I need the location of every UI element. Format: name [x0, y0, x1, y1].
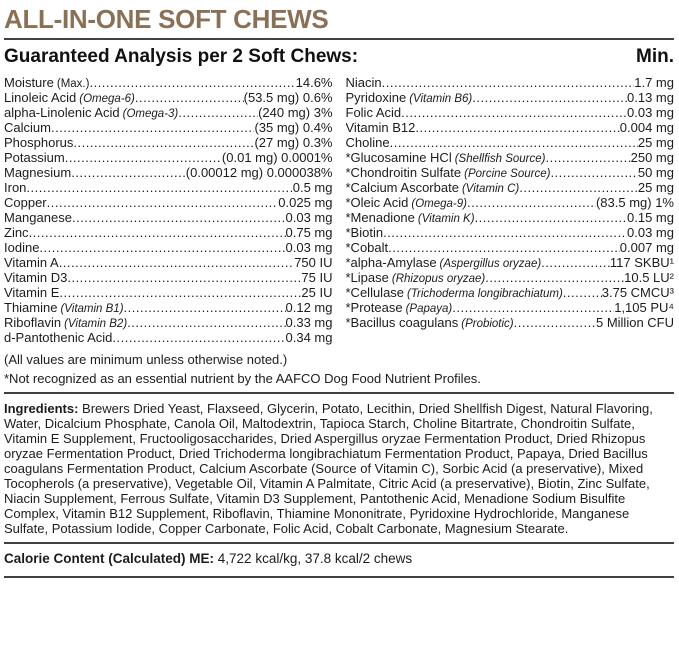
dot-leader	[541, 255, 610, 270]
nutrient-value: 25 mg	[637, 180, 674, 195]
dot-leader	[401, 105, 627, 120]
nutrient-value: (0.00012 mg) 0.000038%	[185, 165, 333, 180]
dot-leader	[124, 300, 286, 315]
analysis-row	[346, 135, 675, 150]
nutrient-value: 0.025 mg	[278, 195, 333, 210]
nutrient-name: Folic Acid	[345, 105, 402, 120]
analysis-row	[4, 240, 333, 255]
dot-leader	[73, 135, 254, 150]
dot-leader	[388, 240, 620, 255]
analysis-row	[4, 180, 333, 195]
nutrient-value: 0.007 mg	[619, 240, 674, 255]
dot-leader	[127, 315, 285, 330]
nutrient-name: *Cellulase	[345, 285, 405, 300]
nutrient-name: Calcium	[4, 120, 51, 135]
analysis-row	[4, 330, 333, 345]
dot-leader	[67, 270, 301, 285]
nutrient-qualifier: (Max.)	[56, 78, 90, 90]
nutrient-value: 0.03 mg	[285, 210, 333, 225]
analysis-row	[346, 90, 675, 105]
dot-leader	[59, 285, 301, 300]
nutrient-value: 0.34 mg	[285, 330, 333, 345]
analysis-row	[346, 105, 675, 120]
dot-leader	[467, 195, 596, 210]
analysis-row	[4, 120, 333, 135]
analysis-row	[346, 180, 675, 195]
dot-leader	[71, 165, 186, 180]
nutrient-value: 14.6%	[295, 75, 333, 90]
nutrient-name: Copper	[4, 195, 47, 210]
nutrient-value: 750 IU	[294, 255, 333, 270]
dot-leader	[29, 225, 286, 240]
analysis-row	[4, 285, 333, 300]
analysis-row	[4, 135, 333, 150]
nutrient-name: *Bacillus coagulans	[345, 315, 459, 330]
nutrient-qualifier: (Aspergillus oryzae)	[439, 258, 542, 270]
dot-leader	[59, 255, 295, 270]
ingredients-paragraph	[4, 401, 674, 536]
analysis-row	[4, 90, 333, 105]
analysis-row	[4, 195, 333, 210]
nutrient-value: (35 mg) 0.4%	[254, 120, 333, 135]
section-divider	[4, 542, 674, 544]
dot-leader	[452, 300, 614, 315]
dot-leader	[135, 90, 244, 105]
analysis-row	[346, 195, 675, 210]
dot-leader	[563, 285, 602, 300]
nutrient-value: 0.03 mg	[285, 240, 333, 255]
analysis-row	[4, 210, 333, 225]
nutrient-value: 117 SKBU¹	[609, 255, 674, 270]
nutrient-value: 0.15 mg	[627, 210, 674, 225]
nutrient-name: Iodine	[4, 240, 40, 255]
analysis-row	[4, 225, 333, 240]
dot-leader	[112, 330, 285, 345]
note-aafco: *Not recognized as an essential nutrient by the AAFCO Dog Food Nutrient Profiles.	[4, 371, 481, 386]
dot-leader	[383, 225, 627, 240]
nutrient-qualifier: (Vitamin C)	[461, 183, 520, 195]
nutrient-qualifier: (Papaya)	[405, 303, 453, 315]
nutrient-qualifier: (Vitamin B1)	[60, 303, 124, 315]
nutrient-name: Linoleic Acid	[4, 90, 77, 105]
guaranteed-analysis-table	[4, 75, 674, 345]
nutrient-qualifier: (Omega-9)	[411, 198, 467, 210]
nutrient-value: (27 mg) 0.3%	[254, 135, 333, 150]
nutrient-name: Vitamin D3	[4, 270, 68, 285]
analysis-column-right	[346, 75, 675, 345]
nutrient-value: 5 Million CFU	[595, 315, 674, 330]
nutrient-value: 50 mg	[637, 165, 674, 180]
title-divider	[4, 38, 674, 40]
nutrient-name: Choline	[345, 135, 390, 150]
nutrient-name: Iron	[4, 180, 27, 195]
dot-leader	[65, 150, 222, 165]
calorie-content-line	[4, 550, 674, 567]
nutrient-value: (53.5 mg) 0.6%	[243, 90, 333, 105]
nutrient-name: Potassium	[4, 150, 65, 165]
dot-leader	[382, 75, 635, 90]
nutrient-value: 0.33 mg	[285, 315, 333, 330]
nutrient-name: Moisture	[4, 75, 54, 90]
dot-leader	[178, 105, 258, 120]
analysis-row	[4, 255, 333, 270]
nutrient-qualifier: (Probiotic)	[461, 318, 514, 330]
nutrient-name: d-Pantothenic Acid	[4, 330, 113, 345]
dot-leader	[72, 210, 286, 225]
nutrient-value: 0.13 mg	[627, 90, 674, 105]
nutrient-name: Zinc	[4, 225, 29, 240]
analysis-row	[346, 165, 675, 180]
nutrient-value: 0.004 mg	[619, 120, 674, 135]
analysis-row	[346, 240, 675, 255]
nutrient-qualifier: (Trichoderma longibrachiatum)	[407, 288, 563, 300]
analysis-row	[346, 210, 675, 225]
calorie-value: 4,722 kcal/kg, 37.8 kcal/2 chews	[217, 551, 413, 566]
analysis-column-left	[4, 75, 333, 345]
nutrient-value: 1.7 mg	[634, 75, 674, 90]
analysis-row	[346, 300, 675, 315]
nutrient-name: Riboflavin	[4, 315, 62, 330]
analysis-row	[4, 150, 333, 165]
analysis-row	[346, 150, 675, 165]
nutrient-qualifier: (Omega-6)	[79, 93, 135, 105]
analysis-row	[346, 75, 675, 90]
nutrient-qualifier: (Omega-3)	[122, 108, 179, 120]
dot-leader	[475, 210, 627, 225]
nutrient-value: 0.12 mg	[285, 300, 333, 315]
analysis-row	[346, 315, 675, 330]
analysis-row	[4, 300, 333, 315]
nutrient-value: 1,105 PU⁴	[614, 300, 674, 315]
nutrient-name: Phosphorus	[4, 135, 74, 150]
dot-leader	[390, 135, 638, 150]
nutrient-name: *Oleic Acid	[345, 195, 409, 210]
dot-leader	[514, 315, 596, 330]
product-title: ALL-IN-ONE SOFT CHEWS	[4, 4, 329, 34]
ingredients-heading: Ingredients:	[4, 401, 79, 416]
nutrient-name: *Cobalt	[345, 240, 389, 255]
analysis-row	[346, 255, 675, 270]
dot-leader	[89, 75, 295, 90]
nutrient-qualifier: (Vitamin K)	[417, 213, 475, 225]
dot-leader	[472, 90, 627, 105]
nutrient-value: 0.03 mg	[627, 225, 674, 240]
ga-heading: Guaranteed Analysis per 2 Soft Chews:	[4, 46, 359, 67]
ingredients-list: Brewers Dried Yeast, Flaxseed, Glycerin, Potato, Lecithin, Dried Shellfish Digest, Natural Flavoring, Water, Dicalcium Phosphate, Canola Oil, Maltodextrin, Tapioca Starch, Choline Bitartrate, Chondroitin Sulfate, Vitamin E Supplement, Fructooligosaccharides, Dried Aspergillus oryzae Fermentation Product, Dried Rhizopus oryzae Fermentation Product, Dried Trichoderma longibrachiatum Fermentation Product, Papaya, Dried Bacillus coagulans Fermentation Product, Calcium Ascorbate (Source of Vitamin C), Sorbic Acid (a preservative), Mixed Tocopherols (a preservative), Vegetable Oil, Vitamin A Palmitate, Citric Acid (a preservative), Biotin, Zinc Sulfate, Niacin Supplement, Ferrous Sulfate, Vitamin D3 Supplement, Pantothenic Acid, Menadione Sodium Bisulfite Complex, Vitamin B12 Supplement, Riboflavin, Thiamine Mononitrate, Pyridoxine Hydrochloride, Manganese Sulfate, Potassium Iodide, Copper Carbonate, Folic Acid, Cobalt Carbonate, Magnesium Stearate.	[4, 401, 653, 536]
nutrient-name: Manganese	[4, 210, 72, 225]
nutrient-name: alpha-Linolenic Acid	[4, 105, 120, 120]
dot-leader	[47, 195, 279, 210]
nutrient-name: Vitamin A	[4, 255, 59, 270]
dot-leader	[545, 150, 630, 165]
dot-leader	[550, 165, 637, 180]
dot-leader	[415, 120, 619, 135]
nutrient-qualifier: (Vitamin B6)	[409, 93, 473, 105]
nutrient-value: 25 mg	[637, 135, 674, 150]
nutrient-value: 0.75 mg	[285, 225, 333, 240]
nutrient-name: *alpha-Amylase	[345, 255, 437, 270]
nutrient-name: Niacin	[345, 75, 382, 90]
analysis-row	[4, 315, 333, 330]
nutrient-name: *Menadione	[345, 210, 415, 225]
calorie-heading: Calorie Content (Calculated) ME:	[4, 551, 215, 566]
nutrient-name: *Protease	[345, 300, 403, 315]
nutrient-qualifier: (Vitamin B2)	[64, 318, 128, 330]
analysis-row	[346, 270, 675, 285]
nutrient-name: *Glucosamine HCl	[345, 150, 452, 165]
nutrient-value: (0.01 mg) 0.0001%	[221, 150, 333, 165]
guaranteed-analysis-header	[4, 46, 674, 68]
ga-min-column-label: Min.	[636, 46, 674, 67]
nutrient-value: 75 IU	[301, 270, 333, 285]
dot-leader	[26, 180, 292, 195]
nutrient-name: *Biotin	[345, 225, 384, 240]
nutrient-value: 25 IU	[301, 285, 333, 300]
note-all-values-minimum: (All values are minimum unless otherwise noted.)	[4, 352, 288, 367]
nutrient-name: Vitamin B12	[345, 120, 416, 135]
nutrient-name: Magnesium	[4, 165, 72, 180]
nutrient-value: 250 mg	[630, 150, 674, 165]
dot-leader	[485, 270, 624, 285]
dot-leader	[51, 120, 254, 135]
analysis-row	[4, 75, 333, 90]
section-divider	[4, 392, 674, 394]
nutrient-value: 10.5 LU²	[624, 270, 674, 285]
analysis-row	[346, 225, 675, 240]
nutrient-name: Thiamine	[4, 300, 58, 315]
nutrient-value: (240 mg) 3%	[258, 105, 333, 120]
nutrient-qualifier: (Porcine Source)	[464, 168, 551, 180]
nutrient-value: 0.5 mg	[292, 180, 333, 195]
nutrient-qualifier: (Rhizopus oryzae)	[391, 273, 486, 285]
nutrient-value: 3.75 CMCU³	[601, 285, 674, 300]
nutrient-name: *Chondroitin Sulfate	[345, 165, 462, 180]
nutrient-name: Vitamin E	[4, 285, 60, 300]
analysis-row	[4, 165, 333, 180]
nutrient-name: Pyridoxine	[345, 90, 407, 105]
nutrient-qualifier: (Shellfish Source)	[454, 153, 546, 165]
dot-leader	[519, 180, 638, 195]
analysis-row	[4, 105, 333, 120]
nutrient-name: *Lipase	[345, 270, 389, 285]
analysis-row	[346, 285, 675, 300]
dot-leader	[39, 240, 285, 255]
nutrient-value: (83.5 mg) 1%	[595, 195, 674, 210]
nutrient-name: *Calcium Ascorbate	[345, 180, 459, 195]
analysis-row	[346, 120, 675, 135]
nutrient-value: 0.03 mg	[627, 105, 674, 120]
analysis-row	[4, 270, 333, 285]
section-divider	[4, 576, 674, 578]
